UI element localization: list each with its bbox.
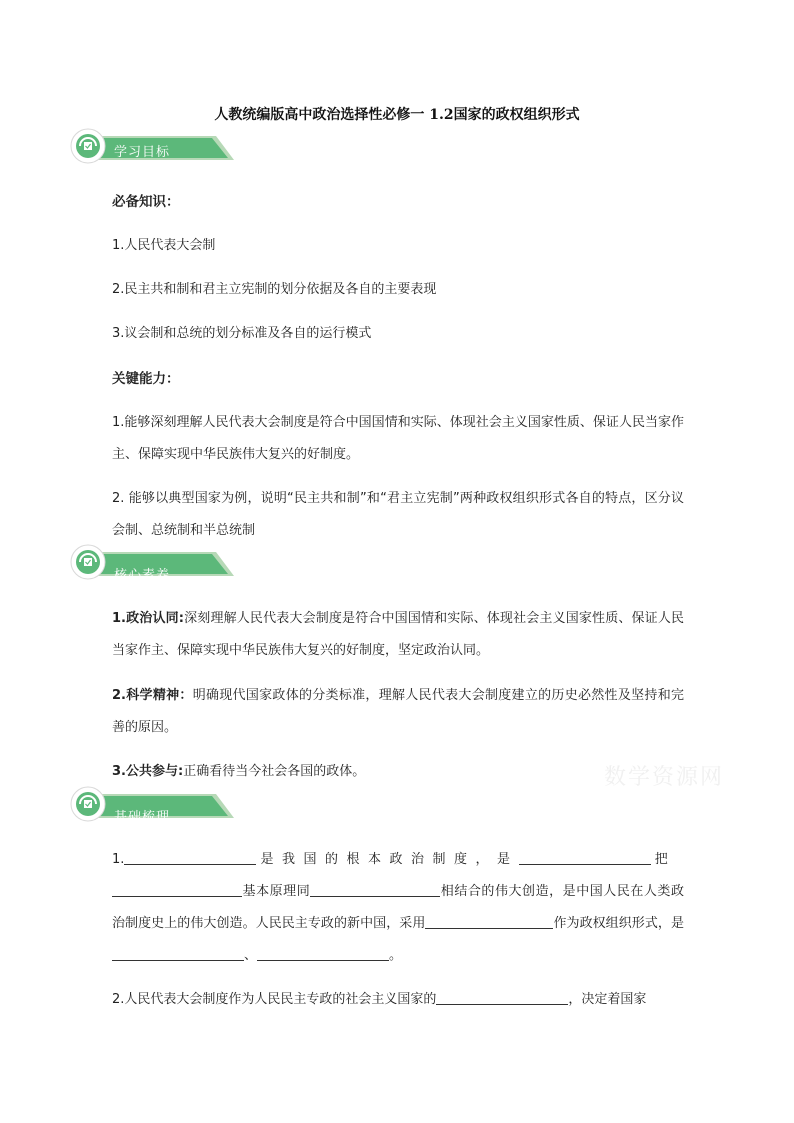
question-text: 。 <box>389 948 403 963</box>
core-item-label: 2.科学精神： <box>112 688 193 703</box>
question-text: 基本原理同 <box>242 884 311 899</box>
fill-blank[interactable] <box>112 882 242 897</box>
question-number: 1. <box>112 852 125 867</box>
core-item-3 <box>112 756 684 788</box>
ability-heading: 关键能力： <box>112 371 180 387</box>
basics-question-1 <box>112 844 684 972</box>
core-item-label: 3.公共参与: <box>112 764 184 779</box>
knowledge-item-2: 2.民主共和制和君主立宪制的划分依据及各自的主要表现 <box>112 282 437 297</box>
core-item-1 <box>112 603 684 667</box>
watermark: 数学资源网 <box>604 765 725 790</box>
section-banner-learning-goals <box>66 128 238 168</box>
ability-item-2: 2. 能够以典型国家为例，说明“民主共和制”和“君主立宪制”两种政权组织形式各自的特点，区分议会制、总统制和半总统制 <box>112 491 684 538</box>
question-text: 2.人民代表大会制度作为人民民主专政的社会主义国家的 <box>112 992 437 1007</box>
banner-label: 学习目标 <box>114 145 171 160</box>
basics-question-2 <box>112 984 684 1016</box>
fill-blank[interactable] <box>436 990 568 1005</box>
fill-blank[interactable] <box>425 914 553 929</box>
core-item-text: 深刻理解人民代表大会制度是符合中国国情和实际、体现社会主义国家性质、保证人民当家作主、保障实现中华民族伟大复兴的好制度，坚定政治认同。 <box>112 611 684 658</box>
section-banner-core-literacy <box>66 544 238 584</box>
banner-label: 基础梳理 <box>114 810 171 825</box>
ability-item-1: 1.能够深刻理解人民代表大会制度是符合中国国情和实际、体现社会主义国家性质、保证人民当家作主、保障实现中华民族伟大复兴的好制度。 <box>112 415 684 462</box>
fill-blank[interactable] <box>519 850 651 865</box>
fill-blank[interactable] <box>257 946 389 961</box>
fill-blank[interactable] <box>310 882 440 897</box>
knowledge-item-3: 3.议会制和总统的划分标准及各自的运行模式 <box>112 326 372 341</box>
question-text: 把 <box>654 852 668 867</box>
core-item-text: 正确看待当今社会各国的政体。 <box>183 764 366 779</box>
section-banner-basics <box>66 786 238 826</box>
fill-blank[interactable] <box>112 946 244 961</box>
question-text: ，决定着国家 <box>568 992 647 1007</box>
knowledge-heading: 必备知识： <box>112 194 180 210</box>
question-text: 、 <box>244 948 258 963</box>
question-text: 作为政权组织形式，是 <box>553 916 684 931</box>
core-item-2 <box>112 680 684 744</box>
core-item-text: 明确现代国家政体的分类标准，理解人民代表大会制度建立的历史必然性及坚持和完善的原因。 <box>112 688 684 735</box>
core-item-label: 1.政治认同: <box>112 611 184 626</box>
banner-label: 核心素养 <box>114 568 171 583</box>
question-text: 相结合的伟大创造，是中国人民在人类政治制度史上的伟大创造。人民民主专政的新中国，采用 <box>112 884 684 931</box>
fill-blank[interactable] <box>124 850 256 865</box>
document-title: 人教统编版高中政治选择性必修一 1.2国家的政权组织形式 <box>214 107 580 123</box>
question-text: 是我国的根本政治制度，是 <box>260 852 519 867</box>
knowledge-item-1: 1.人民代表大会制 <box>112 238 216 253</box>
